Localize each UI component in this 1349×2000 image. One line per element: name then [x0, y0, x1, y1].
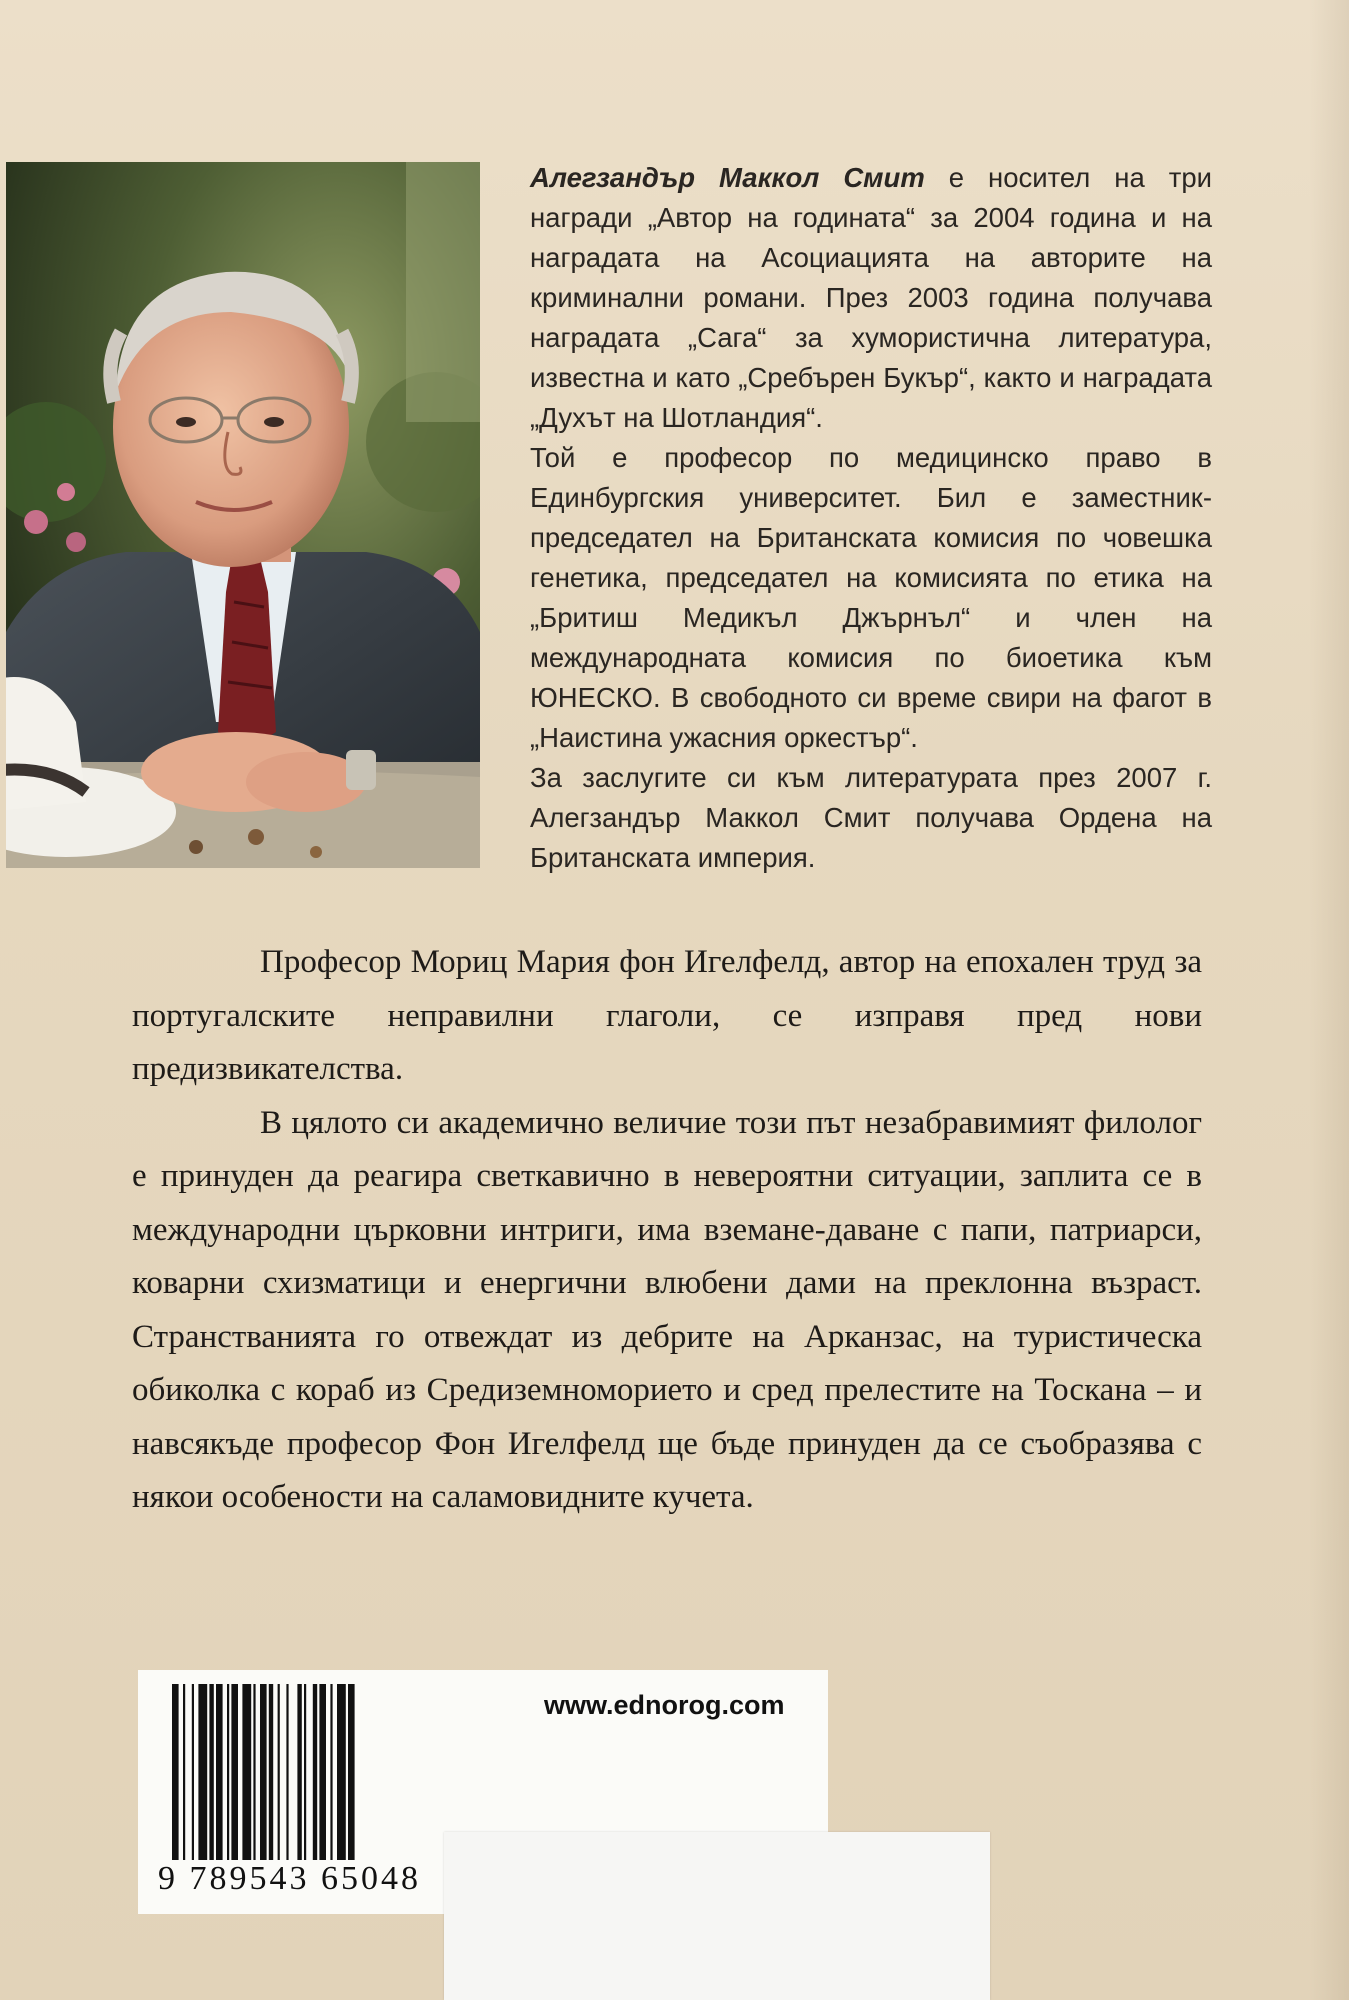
bio-paragraph-3: За заслугите си към литературата през 2007 г. Алегзандър Маккол Смит получава Ордена на Британската империя.: [530, 762, 1212, 873]
author-bio: [530, 158, 1212, 878]
author-photo: [6, 162, 480, 868]
barcode-bar: [330, 1684, 332, 1862]
barcode-bar: [209, 1684, 213, 1862]
barcode-bar: [198, 1684, 207, 1862]
barcode-bar: [278, 1684, 280, 1862]
price-sticker: [444, 1832, 990, 2000]
barcode-digits: 9 789543 65048: [158, 1860, 421, 1897]
cover-edge-shade: [1309, 0, 1349, 2000]
barcode-bar: [231, 1684, 238, 1862]
blurb-paragraph-2: В цялото си академично величие този път незабравимият филолог е принуден да реагира светкавично в невероятни ситуации, заплита се в международни църковни интриги, има вземане-даване с папи, патриарси, коварни схизматици и енергични влюбени дами на преклонна възраст. Странстванията го отвеждат из дебрите на Арканзас, на туристическа обиколка с кораб из Средиземноморието и сред прелестите на Тоскана – и навсякъде професор Фон Игелфелд ще бъде принуден да се съобразява с някои особености на саламовидните кучета.: [132, 1104, 1202, 1515]
book-blurb: [132, 936, 1202, 1525]
publisher-website: www.ednorog.com: [544, 1690, 785, 1720]
barcode-bar: [227, 1684, 229, 1862]
barcode-bar: [313, 1684, 317, 1862]
barcode-bar: [260, 1684, 267, 1862]
author-name: Алегзандър Маккол Смит: [530, 162, 925, 193]
barcode-bar: [348, 1684, 355, 1862]
barcode-bar: [319, 1684, 326, 1862]
bio-paragraph-1: [530, 158, 1212, 438]
barcode-bar: [286, 1684, 288, 1862]
barcode-bar: [216, 1684, 223, 1862]
barcode-bar: [337, 1684, 346, 1862]
barcode-bar: [253, 1684, 255, 1862]
barcode-bar: [297, 1684, 301, 1862]
barcode-bar: [172, 1684, 179, 1862]
barcode-bar: [192, 1684, 194, 1862]
blurb-paragraph-1: Професор Мориц Мария фон Игелфелд, автор на епохален труд за португалските неправилни глаголи, се изправя пред нови предизвикателства.: [132, 944, 1202, 1087]
barcode-bar: [183, 1684, 185, 1862]
barcode-bar: [269, 1684, 273, 1862]
bio-paragraph-1-text: е носител на три награди „Автор на годината“ за 2004 година и на наградата на Асоциацията на авторите на криминални романи. През 2003 година получава наградата „Сага“ за хумористична литература, известна и като „Сребърен Букър“, както и наградата „Духът на Шотландия“.: [530, 162, 1212, 433]
barcode-bar: [242, 1684, 251, 1862]
barcode-bar: [304, 1684, 306, 1862]
bio-paragraph-2: Той е професор по медицинско право в Единбургския университет. Бил е заместник-председател на Британската комисия по човешка генетика, председател на комисията по етика на „Бритиш Медикъл Джърнъл“ и член на международната комисия по биоетика към ЮНЕСКО. В свободното си време свири на фагот в „Наистина ужасния оркестър“.: [530, 442, 1212, 753]
